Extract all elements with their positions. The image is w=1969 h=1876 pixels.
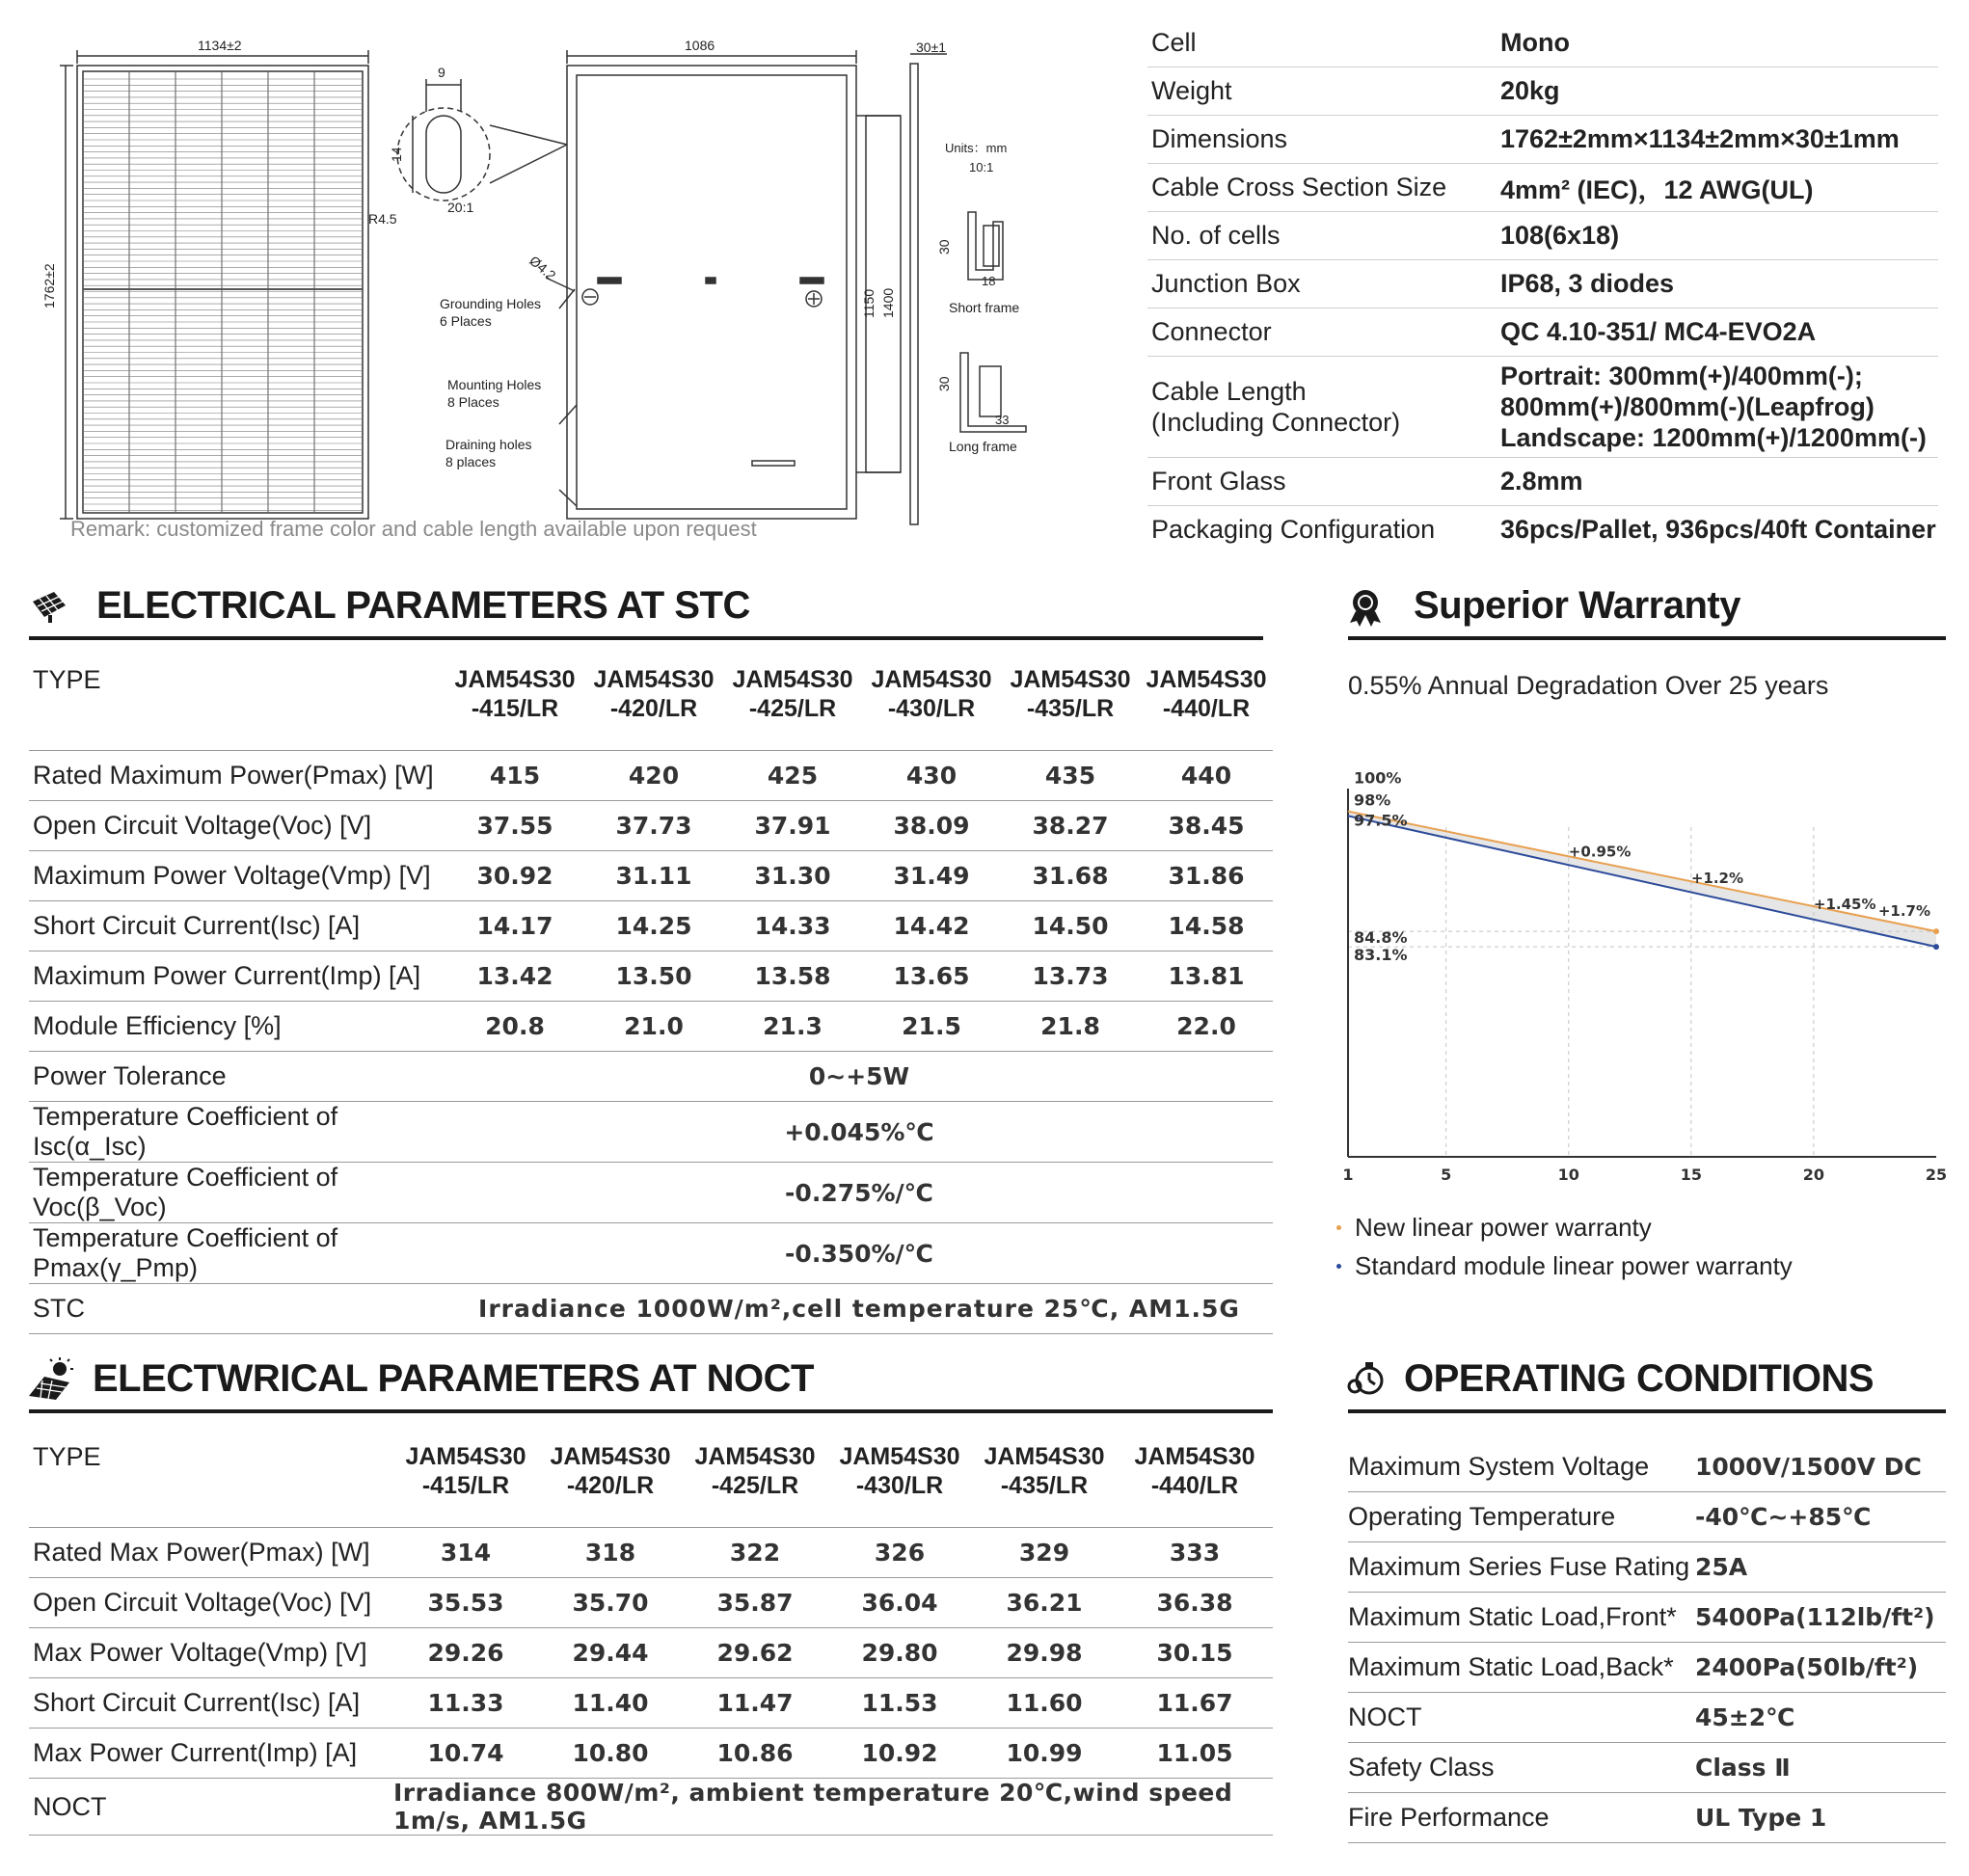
cell-value: 31.68 (1001, 851, 1140, 901)
spec-value: IP68, 3 diodes (1500, 269, 1675, 298)
spec-value (1500, 361, 1938, 453)
table-row (29, 1002, 1273, 1052)
dim-1400: 1400 (880, 287, 896, 318)
spec-key (1147, 376, 1500, 438)
row-label: NOCT (29, 1779, 393, 1836)
spec-row (1147, 308, 1938, 357)
spec-row (1147, 260, 1938, 308)
model-name: JAM54S30 (405, 1443, 526, 1470)
span-value: Irradiance 1000W/m²,cell temperature 25℃, AM1.5G (445, 1284, 1273, 1334)
spec-key: Dimensions (1151, 124, 1288, 153)
cell-value: 29.44 (538, 1628, 683, 1678)
cell-value: 31.49 (862, 851, 1001, 901)
span-value: 0~+5W (445, 1052, 1273, 1102)
sun-panel-icon (27, 1357, 73, 1400)
model-name: JAM54S30 (1010, 666, 1131, 693)
op-value: 1000V/1500V DC (1695, 1453, 1922, 1481)
op-row (1348, 1442, 1946, 1492)
op-row (1348, 1743, 1946, 1793)
cell-value: 38.09 (862, 801, 1001, 851)
table-row (29, 1628, 1273, 1678)
module-spec-table (1147, 19, 1938, 553)
operating-title-rule (1348, 1409, 1946, 1413)
detail-scale: 20:1 (447, 200, 474, 215)
series-new-point (1933, 928, 1939, 934)
spec-key: Junction Box (1151, 269, 1301, 298)
model-header (862, 659, 1001, 751)
model-suffix: -420/LR (609, 695, 698, 722)
cell-value: 38.27 (1001, 801, 1140, 851)
model-name: JAM54S30 (732, 666, 853, 693)
table-row (29, 1223, 1273, 1284)
cell-value: 37.55 (445, 801, 584, 851)
cell-value: 322 (683, 1528, 827, 1578)
award-ribbon-icon (1346, 588, 1385, 627)
row-label: Short Circuit Current(Isc) [A] (29, 1678, 393, 1729)
op-key: Maximum System Voltage (1348, 1452, 1650, 1481)
legend-std-dot (1336, 1264, 1341, 1269)
dim-inner-width: 1086 (685, 38, 715, 53)
op-value: 25A (1695, 1553, 1748, 1581)
table-row (29, 1678, 1273, 1729)
gap-annotation: +0.95% (1568, 843, 1632, 861)
op-key: Fire Performance (1348, 1803, 1550, 1832)
row-label: Short Circuit Current(Isc) [A] (29, 901, 445, 951)
model-header (683, 1436, 827, 1528)
legend-new (1336, 1213, 1652, 1243)
table-row (29, 1102, 1273, 1163)
module-technical-drawing (19, 19, 1138, 559)
cell-value: 14.58 (1140, 901, 1273, 951)
cell-value: 13.50 (584, 951, 723, 1002)
row-label: Power Tolerance (29, 1052, 445, 1102)
span-value: +0.045%℃ (445, 1102, 1273, 1163)
y-tick-label: 97.5% (1354, 811, 1408, 830)
cell-value: 31.11 (584, 851, 723, 901)
cell-value: 35.70 (538, 1578, 683, 1628)
y-tick-label: 98% (1354, 791, 1391, 810)
cell-value: 21.5 (862, 1002, 1001, 1052)
long-frame-33: 33 (995, 413, 1010, 427)
series-std-line (1348, 816, 1936, 947)
model-suffix: -430/LR (887, 695, 976, 722)
x-tick-label: 5 (1441, 1166, 1452, 1184)
table-row (29, 1779, 1273, 1836)
noct-section-title: ELECTWRICAL PARAMETERS AT NOCT (93, 1357, 814, 1400)
op-key: Safety Class (1348, 1753, 1495, 1782)
warranty-title: Superior Warranty (1414, 584, 1740, 627)
model-header (1140, 659, 1273, 751)
grounding-holes-count: 6 Places (440, 313, 492, 329)
solar-panel-icon (29, 586, 67, 625)
cell-value: 29.80 (827, 1628, 972, 1678)
op-key: Maximum Series Fuse Rating (1348, 1552, 1690, 1581)
row-label: STC (29, 1284, 445, 1334)
cell-value: 318 (538, 1528, 683, 1578)
row-label: Module Efficiency [%] (29, 1002, 445, 1052)
cell-value: 37.73 (584, 801, 723, 851)
spec-row (1147, 458, 1938, 506)
dim-width: 1134±2 (198, 38, 242, 53)
row-label: Open Circuit Voltage(Voc) [V] (29, 1578, 393, 1628)
cell-value: 11.67 (1117, 1678, 1273, 1729)
y-tick-label: 83.1% (1354, 946, 1408, 965)
spec-row (1147, 67, 1938, 116)
cell-value: 20.8 (445, 1002, 584, 1052)
spec-value: Mono (1500, 28, 1570, 57)
model-header (538, 1436, 683, 1528)
spec-row-cable-length (1147, 357, 1938, 458)
op-key: Maximum Static Load,Back* (1348, 1652, 1674, 1681)
grounding-holes-label: Grounding Holes (440, 296, 542, 311)
model-suffix: -425/LR (711, 1472, 799, 1499)
table-row (29, 951, 1273, 1002)
spec-value: 2.8mm (1500, 467, 1583, 496)
model-name: JAM54S30 (454, 666, 576, 693)
spec-value: 36pcs/Pallet, 936pcs/40ft Container (1500, 515, 1936, 544)
stc-title-rule (29, 636, 1263, 640)
spec-value: 1762±2mm×1134±2mm×30±1mm (1500, 124, 1900, 153)
spec-value-line: Portrait: 300mm(+)/400mm(-); (1500, 362, 1863, 390)
span-value: -0.350%/℃ (445, 1223, 1273, 1284)
model-suffix: -425/LR (748, 695, 837, 722)
model-suffix: -440/LR (1162, 695, 1251, 722)
model-name: JAM54S30 (984, 1443, 1105, 1470)
spec-key: Cable Cross Section Size (1151, 173, 1447, 201)
cell-value: 36.04 (827, 1578, 972, 1628)
model-name: JAM54S30 (694, 1443, 816, 1470)
noct-title-rule (29, 1409, 1273, 1413)
stc-section-title: ELECTRICAL PARAMETERS AT STC (96, 584, 750, 627)
span-value: -0.275%/℃ (445, 1163, 1273, 1223)
cell-value: 435 (1001, 751, 1140, 801)
model-header (584, 659, 723, 751)
op-row (1348, 1793, 1946, 1843)
cell-value: 326 (827, 1528, 972, 1578)
model-header (393, 1436, 538, 1528)
gear-clock-icon (1346, 1359, 1387, 1400)
cell-value: 21.0 (584, 1002, 723, 1052)
x-tick-label: 25 (1925, 1166, 1948, 1184)
cell-value: 36.21 (972, 1578, 1117, 1628)
table-row (29, 751, 1273, 801)
op-row (1348, 1542, 1946, 1593)
model-suffix: -440/LR (1150, 1472, 1239, 1499)
cell-value: 21.8 (1001, 1002, 1140, 1052)
model-header (1117, 1436, 1273, 1528)
cell-value: 13.65 (862, 951, 1001, 1002)
stc-table (29, 659, 1273, 1334)
cell-value: 11.47 (683, 1678, 827, 1729)
cell-value: 30.92 (445, 851, 584, 901)
table-row (29, 901, 1273, 951)
spec-key: Connector (1151, 317, 1272, 346)
model-name: JAM54S30 (550, 1443, 671, 1470)
op-value: 5400Pa(112lb/ft²) (1695, 1603, 1935, 1631)
span-value: Irradiance 800W/m², ambient temperature 20℃,wind speed 1m/s, AM1.5G (393, 1779, 1273, 1836)
cell-value: 430 (862, 751, 1001, 801)
stc-header-row (29, 659, 1273, 751)
op-key: Maximum Static Load,Front* (1348, 1602, 1677, 1631)
table-row (29, 1578, 1273, 1628)
op-row (1348, 1643, 1946, 1693)
spec-value: QC 4.10-351/ MC4-EVO2A (1500, 317, 1817, 346)
spec-row (1147, 19, 1938, 67)
table-row (29, 1052, 1273, 1102)
scale-10: 10:1 (969, 160, 994, 174)
cell-value: 420 (584, 751, 723, 801)
table-row (29, 1163, 1273, 1223)
cell-value: 37.91 (723, 801, 862, 851)
spec-value: 108(6x18) (1500, 221, 1620, 250)
gap-annotation: +1.2% (1690, 869, 1744, 887)
spec-key: Weight (1151, 76, 1232, 105)
model-suffix: -435/LR (1000, 1472, 1089, 1499)
row-label: Maximum Power Voltage(Vmp) [V] (29, 851, 445, 901)
row-label: Maximum Power Current(Imp) [A] (29, 951, 445, 1002)
op-value: 2400Pa(50lb/ft²) (1695, 1653, 1919, 1681)
y-tick-label: 84.8% (1354, 928, 1408, 948)
long-frame-label: Long frame (949, 439, 1017, 454)
series-new-line (1348, 812, 1936, 932)
model-suffix: -430/LR (855, 1472, 944, 1499)
dim-detail-14: 14 (389, 147, 404, 162)
operating-title: OPERATING CONDITIONS (1404, 1357, 1875, 1400)
cell-value: 11.53 (827, 1678, 972, 1729)
hole-diameter: Ø4.2 (526, 253, 559, 283)
cell-value: 31.86 (1140, 851, 1273, 901)
legend-std (1336, 1251, 1793, 1281)
short-frame-30: 30 (936, 239, 952, 255)
gap-annotation: +1.45% (1813, 895, 1876, 913)
type-label: TYPE (29, 659, 445, 751)
op-row (1348, 1693, 1946, 1743)
gap-annotation: +1.7% (1877, 902, 1930, 921)
long-frame-30: 30 (936, 376, 952, 391)
op-key: NOCT (1348, 1702, 1422, 1731)
legend-new-dot (1336, 1225, 1341, 1230)
cell-value: 14.42 (862, 901, 1001, 951)
cell-value: 314 (393, 1528, 538, 1578)
cell-value: 415 (445, 751, 584, 801)
op-row (1348, 1492, 1946, 1542)
row-label: Open Circuit Voltage(Voc) [V] (29, 801, 445, 851)
units-label: Units：mm (945, 141, 1008, 155)
cell-value: 10.92 (827, 1729, 972, 1779)
cell-value: 425 (723, 751, 862, 801)
cell-value: 14.33 (723, 901, 862, 951)
spec-key: Cell (1151, 28, 1197, 57)
row-label: Max Power Voltage(Vmp) [V] (29, 1628, 393, 1678)
cell-value: 11.05 (1117, 1729, 1273, 1779)
cell-value: 11.33 (393, 1678, 538, 1729)
spec-value: 20kg (1500, 76, 1560, 105)
mounting-holes-count: 8 Places (447, 394, 499, 410)
dim-detail-r: R4.5 (368, 211, 397, 227)
draining-holes-label: Draining holes (445, 437, 532, 452)
row-label: Temperature Coefficient of Isc(α_Isc) (29, 1102, 445, 1163)
model-header (972, 1436, 1117, 1528)
model-suffix: -435/LR (1026, 695, 1115, 722)
x-tick-label: 10 (1557, 1166, 1579, 1184)
warranty-title-rule (1348, 636, 1946, 640)
x-tick-label: 15 (1680, 1166, 1702, 1184)
cell-value: 14.25 (584, 901, 723, 951)
spec-row (1147, 116, 1938, 164)
op-value: Class Ⅱ (1695, 1754, 1791, 1782)
spec-row (1147, 506, 1938, 553)
mounting-holes-label: Mounting Holes (447, 377, 542, 392)
noct-header-row (29, 1436, 1273, 1528)
cell-value: 11.40 (538, 1678, 683, 1729)
cell-value: 10.86 (683, 1729, 827, 1779)
legend-new-label: New linear power warranty (1355, 1213, 1652, 1242)
op-value: UL Type 1 (1695, 1804, 1827, 1832)
cell-value: 31.30 (723, 851, 862, 901)
op-row (1348, 1593, 1946, 1643)
model-name: JAM54S30 (593, 666, 715, 693)
spec-row (1147, 164, 1938, 212)
dim-frame-thickness: 30±1 (916, 40, 947, 55)
spec-key: Front Glass (1151, 467, 1286, 496)
y-tick-label: 100% (1354, 771, 1402, 788)
spec-value: 4mm² (IEC)，12 AWG(UL) (1500, 175, 1814, 204)
model-suffix: -415/LR (421, 1472, 510, 1499)
series-std-point (1933, 944, 1939, 950)
model-name: JAM54S30 (871, 666, 992, 693)
row-label: Rated Maximum Power(Pmax) [W] (29, 751, 445, 801)
cell-value: 14.50 (1001, 901, 1140, 951)
model-suffix: -420/LR (566, 1472, 655, 1499)
operating-table (1348, 1442, 1946, 1843)
warranty-subtitle: 0.55% Annual Degradation Over 25 years (1348, 671, 1829, 700)
drawing-remark: Remark: customized frame color and cable length available upon request (70, 517, 757, 541)
spec-row (1147, 212, 1938, 260)
cell-value: 29.98 (972, 1628, 1117, 1678)
table-row (29, 801, 1273, 851)
cell-value: 13.42 (445, 951, 584, 1002)
model-name: JAM54S30 (1146, 666, 1267, 693)
row-label: Max Power Current(Imp) [A] (29, 1729, 393, 1779)
row-label: Temperature Coefficient of Pmax(γ_Pmp) (29, 1223, 445, 1284)
model-name: JAM54S30 (839, 1443, 960, 1470)
spec-value-line: 800mm(+)/800mm(-)(Leapfrog) (1500, 392, 1875, 421)
cell-value: 10.80 (538, 1729, 683, 1779)
noct-table (29, 1436, 1273, 1836)
spec-key: No. of cells (1151, 221, 1281, 250)
cell-value: 11.60 (972, 1678, 1117, 1729)
cell-value: 38.45 (1140, 801, 1273, 851)
x-tick-label: 20 (1802, 1166, 1825, 1184)
model-header (723, 659, 862, 751)
cell-value: 13.58 (723, 951, 862, 1002)
cell-value: 21.3 (723, 1002, 862, 1052)
x-tick-label: 1 (1342, 1166, 1354, 1184)
cell-value: 13.73 (1001, 951, 1140, 1002)
table-row (29, 1729, 1273, 1779)
short-frame-label: Short frame (949, 300, 1020, 315)
legend-std-label: Standard module linear power warranty (1355, 1251, 1793, 1280)
cell-value: 10.74 (393, 1729, 538, 1779)
cell-value: 333 (1117, 1528, 1273, 1578)
spec-key-line: (Including Connector) (1151, 408, 1401, 437)
cell-value: 30.15 (1117, 1628, 1273, 1678)
spec-key-line: Cable Length (1151, 377, 1307, 406)
cell-value: 10.99 (972, 1729, 1117, 1779)
cell-value: 329 (972, 1528, 1117, 1578)
cell-value: 36.38 (1117, 1578, 1273, 1628)
dim-height: 1762±2 (41, 263, 57, 308)
cell-value: 29.26 (393, 1628, 538, 1678)
cell-value: 35.87 (683, 1578, 827, 1628)
cell-value: 35.53 (393, 1578, 538, 1628)
table-row (29, 1284, 1273, 1334)
draining-holes-count: 8 places (445, 454, 497, 469)
table-row (29, 851, 1273, 901)
cell-value: 13.81 (1140, 951, 1273, 1002)
cell-value: 14.17 (445, 901, 584, 951)
short-frame-18: 18 (982, 274, 996, 288)
row-label: Temperature Coefficient of Voc(β_Voc) (29, 1163, 445, 1223)
dim-detail-9: 9 (438, 65, 445, 80)
model-header (827, 1436, 972, 1528)
type-label: TYPE (29, 1436, 393, 1528)
cell-value: 29.62 (683, 1628, 827, 1678)
model-header (1001, 659, 1140, 751)
op-value: 45±2℃ (1695, 1703, 1795, 1731)
spec-key: Packaging Configuration (1151, 515, 1436, 544)
model-header (445, 659, 584, 751)
cell-value: 22.0 (1140, 1002, 1273, 1052)
warranty-chart (1331, 771, 1948, 1195)
cell-value: 440 (1140, 751, 1273, 801)
row-label: Rated Max Power(Pmax) [W] (29, 1528, 393, 1578)
model-suffix: -415/LR (471, 695, 559, 722)
table-row (29, 1528, 1273, 1578)
dim-1150: 1150 (861, 288, 877, 318)
spec-value-line: Landscape: 1200mm(+)/1200mm(-) (1500, 423, 1927, 452)
model-name: JAM54S30 (1134, 1443, 1255, 1470)
op-value: -40℃~+85℃ (1695, 1503, 1872, 1531)
op-key: Operating Temperature (1348, 1502, 1616, 1531)
